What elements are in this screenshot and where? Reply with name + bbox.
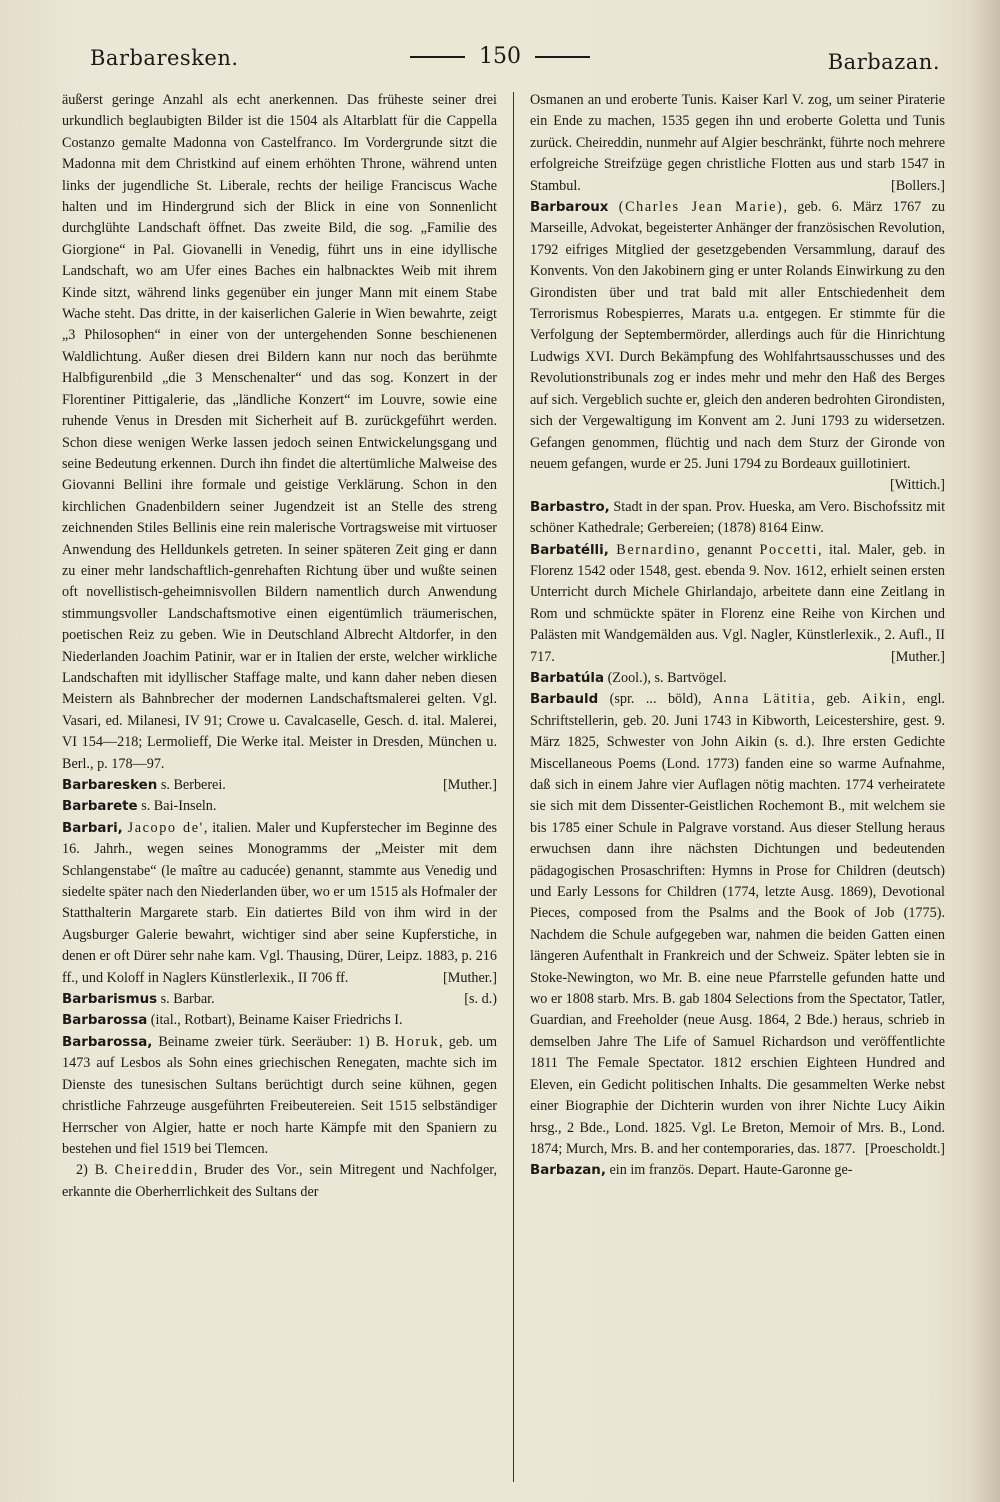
entry-keyword: Barbaresken [62, 778, 158, 793]
entry-barbari [62, 818, 497, 989]
left-column [62, 90, 497, 1203]
entry-barbaroux [530, 197, 945, 497]
entry-text: 2) B. [76, 1162, 115, 1179]
author-signature: [Bollers.] [891, 177, 945, 194]
entry-keyword: Barbarismus [62, 992, 158, 1008]
entry-barbatelli [530, 540, 945, 668]
entry-barbazan [530, 1160, 945, 1181]
entry-keyword: Barbazan, [530, 1163, 606, 1179]
entry-text-cont: , geb. [811, 691, 862, 708]
entry-text: , genannt [696, 541, 760, 558]
entry-keyword: Barbari, [62, 820, 123, 836]
cheireddin-continuation [530, 90, 945, 197]
person-name: (Charles Jean Marie) [618, 199, 784, 216]
entry-text: s. Barbar. [160, 991, 215, 1008]
entry-barbastro [530, 497, 945, 540]
entry-text: , geb. 6. März 1767 zu Marseille, Advokat, begeisterter Anhänger der französischen Revolution, 1792 eifriges Mitglied der gesetzgebenden Versammlung, darauf des Konvents. Von den Jakobinern ging er unter Rolands Einwirkung zu den Girondisten über und trat bald mit aller Entschiedenheit dem Terrorismus Robespierres, Marats u.a. entgegen. Er stimmte für die Verfolgung der Septembermörder, allerdings auch für die Hinrichtung Ludwigs XVI. Durch Bekämpfung des Wohlfahrtsausschusses und des Revolutionstribunals zog er indes mehr und mehr den Haß des Berges auf sich. Vergeblich suchte er, gleich den anderen bedrohten Girondisten, sich der Vergewaltigung im Konvent am 2. Juni 1793 zu widersetzen. Gefangen genommen, flüchtig und nach dem Sturz der Gironde von neuem gefangen, wurde er 25. Juni 1794 zu Bordeaux guillotiniert. [530, 199, 945, 472]
entry-keyword: Barbarete [62, 799, 138, 815]
person-name: Bernardino [616, 541, 697, 558]
entry-barbarossa-1 [62, 1010, 497, 1031]
entry-keyword: Barbauld [530, 692, 599, 708]
entry-barbauld [530, 689, 945, 1160]
person-name: Horuk [394, 1033, 440, 1050]
page-number-line [60, 44, 940, 69]
entry-keyword: Barbastro, [530, 499, 610, 515]
entry-text: (spr. ... böld), [609, 691, 713, 708]
entry-text-cont: , Bruder des Vor., sein Mitregent und Nachfolger, erkannte die Oberherrlichkeit des Sultans der [62, 1162, 498, 1200]
author-signature: [Proescholdt.] [865, 1140, 945, 1157]
entry-keyword: Barbatélli, [530, 542, 609, 558]
person-name: Poccetti [759, 541, 819, 558]
entry-text: s. Bai-Inseln. [141, 798, 217, 815]
entry-text: s. Berberei. [160, 777, 226, 793]
person-name: Aikin [861, 691, 903, 708]
entry-text: (ital., Rotbart), Beiname Kaiser Friedrichs I. [150, 1012, 403, 1029]
entry-text-cont: , geb. um 1473 auf Lesbos als Sohn eines griechischen Renegaten, machte sich im Dienste des tunesischen Sultans berüchtigt durch seine kühnen, gegen christliche Fahrzeuge ausgeführten Freibeutereien. Seit 1515 selbständiger Herrscher von Algier, hatte er noch harte Kämpfe mit den Spaniern zu bestehen und fiel 1519 bei Tlemcen. [62, 1033, 497, 1157]
entry-barbarossa-2 [62, 1032, 497, 1160]
entry-text: ein im französ. Depart. Haute-Garonne ge- [609, 1162, 853, 1179]
running-head-left: Barbaresken. [90, 46, 239, 70]
column-divider [513, 92, 514, 1482]
entry-barbarossa-cheireddin [62, 1160, 497, 1203]
entry-text-cont: , engl. Schriftstellerin, geb. 20. Juni 1743 in Kibworth, Leicestershire, gest. 9. März 1825, Schwester von John Aikin (s. d.). Ihre ersten Gedichte Miscellaneous Poems (Lond. 1773) fanden eine so warme Aufnahme, daß sich in einem Jahre vier Auflagen nötig machten. 1774 verheiratete sie sich mit dem Dissenter-Geistlichen Rochemont B., mit welchem sie bis 1785 einer Schule in Palgrave vorstand. Aus dieser Stellung heraus erwuchsen dann ihre nächsten Dichtungen und bedeutenden pädagogischen Prosaschriften: Hymns in Prose for Children (deutsch) und Early Lessons for Children (1774, letzte Ausg. 1869), Devotional Pieces, composed from the Psalms and the Book of Job (1775). Nachdem die Schule aufgegeben war, nahmen die beiden Gatten einen längeren Aufenthalt in Frankreich und der Schweiz. Später lebten sie in Stoke-Newington, wo Mr. B. eine neue Pfarrstelle gefunden hatte und wo er 1808 starb. Mrs. B. gab 1804 Selections from the Spectator, Tatler, Guardian, and Freeholder (neue Ausg. 1864, 2 Bde.) heraus, schrieb in demselben Jahre The Life of Samuel Richardson und veröffentlichte 1811 The Female Spectator. 1812 erschien Eighteen Hundred and Eleven, ein Gedicht politischen Inhalts. Die gesammelten Werke nebst einer Biographie der Dichterin wurden von ihrer Nichte Lucy Aikin hrsg., 2 Bde., Lond. 1825. Vgl. Le Breton, Memoir of Mrs. B., Lond. 1874; Murch, Mrs. B. and her contemporaries, das. 1877. [530, 691, 945, 1157]
person-name: Cheireddin [114, 1162, 194, 1179]
author-signature: [Muther.] [443, 777, 497, 793]
right-column [530, 90, 945, 1182]
entry-barbarismus [62, 989, 497, 1010]
entry-text: Osmanen an und eroberte Tunis. Kaiser Karl V. zog, um seiner Piraterie ein Ende zu machen, 1535 gegen ihn und eroberte Goletta und Tunis zurück. Cheireddin, nunmehr auf Algier beschränkt, führte noch mehrere erfolgreiche Streifzüge gegen christliche Flotten aus und starb 1547 in Stambul. [530, 92, 945, 194]
author-signature: [Muther.] [443, 969, 497, 986]
entry-barbaresken [62, 775, 497, 796]
page-header [60, 40, 940, 80]
entry-keyword: Barbaroux [530, 200, 609, 216]
person-name: Anna Lätitia [712, 691, 812, 708]
entry-keyword: Barbarossa, [62, 1034, 153, 1050]
entry-text: Stadt in der span. Prov. Hueska, am Vero. Bischofssitz mit schöner Kathedrale; Gerbereien; (1878) 8164 Einw. [530, 498, 946, 537]
person-name: Jacopo de' [127, 819, 204, 836]
author-signature: [Wittich.] [890, 477, 945, 494]
entry-text: Beiname zweier türk. Seeräuber: 1) B. [158, 1033, 395, 1050]
author-signature: [s. d.) [464, 991, 497, 1008]
author-signature: [Muther.] [891, 648, 945, 665]
entry-text-cont: , ital. Maler, geb. in Florenz 1542 oder 1548, gest. ebenda 9. Nov. 1612, erhielt seinen ersten Unterricht durch Michele Ghirlandajo, arbeitete dann eine Zeitlang in Rom und schmückte später in Florenz eine Reihe von Kirchen und Palästen mit Wandgemälden aus. Vgl. Nagler, Künstlerlexik., 2. Aufl., II 717. [530, 541, 946, 665]
dash-rule-right [535, 56, 590, 58]
entry-keyword: Barbarossa [62, 1013, 148, 1029]
page-edge-shadow [970, 0, 1000, 1502]
entry-keyword: Barbatúla [530, 670, 605, 686]
entry-text: (Zool.), s. Bartvögel. [607, 669, 727, 686]
entry-text: , italien. Maler und Kupferstecher im Beginne des 16. Jahrh., wegen seines Monogramms der „Meister mit dem Schlangenstabe“ (le maître au caducée) genannt, stammte aus Venedig und siedelte später nach den Niederlanden über, wo er um 1515 als Hofmaler der Statthalterin Margarete starb. Ein datiertes Bild von ihm wird in der Augsburger Galerie bewahrt, wichtiger sind aber seine Kupferstiche, in denen er oft Dürer sehr nahe kam. Vgl. Thausing, Dürer, Leipz. 1883, p. 216 ff., und Koloff in Naglers Künstlerlexik., II 706 ff. [62, 819, 498, 986]
dash-rule-left [410, 56, 465, 58]
page-number: 150 [479, 44, 521, 69]
running-head-right: Barbazan. [827, 50, 940, 74]
entry-barbatula [530, 668, 945, 689]
entry-barbarete [62, 796, 497, 817]
giorgione-continuation: äußerst geringe Anzahl als echt anerkennen. Das früheste seiner drei urkundlich beglaubigten Bilder ist die 1504 als Altarblatt für die Cappella Costanzo gemalte Madonna von Castelfranco. Im Vordergrunde sitzt die Madonna mit dem Christkind auf einem erhöhten Throne, während unten links der jugendliche St. Liberale, rechts der heilige Franciscus Wache halten und im Hindergrund sich der Blick in eine von Sonnenlicht durchglühte Landschaft öffnet. Das zweite Bild, die sog. „Familie des Giorgione“ in Pal. Giovanelli in Venedig, führt uns in eine idyllische Landschaft, wo am Ufer eines Baches ein halbnacktes Weib mit ihrem Kinde sitzt, während links gegenüber ein junger Mann mit einem Stabe Wache steht. Das dritte, in der kaiserlichen Galerie in Wien bewahrte, zeigt „3 Philosophen“ in einer von der untergehenden Sonne beschienenen Waldlichtung. Außer diesen drei Bildern kann nur noch das berühmte Halbfigurenbild „die 3 Menschenalter“ und das sog. Konzert in der Florentiner Pittigalerie, das „ländliche Konzert“ im Louvre, sowie eine ruhende Venus in Dresden mit Sicherheit auf B. zurückgeführt werden. Schon diese wenigen Werke lassen jedoch seinen Entwickelungsgang und seine Bedeutung erkennen. Durch ihn findet die altertümliche Malweise des Giovanni Bellini ihre formale und geistige Verklärung. Schon in den kirchlichen Gnadenbildern seiner Jugendzeit ist an Stelle des streng zeichnenden Stiles Bellinis eine rein malerische Vortragsweise mit virtuoser Anwendung des Helldunkels getreten. In seiner späteren Zeit ging er dann zu einer mehr landschaftlich-genrehaften Richtung über und wußte seinen oft novellistisch-geheimnisvollen Bildern namentlich durch Anwendung stimmungsvoller Landschaftsmotive einen eigentümlich träumerischen, poetischen Reiz zu geben. Wie in Deutschland Albrecht Altdorfer, in den Niederlanden Joachim Patinir, war er in Italien der erste, welcher wirkliche Landschaften mit idyllischer Staffage malte, und kann daher neben diesen Meistern als Bahnbrecher der modernen Landschaftsmalerei gelten. Vgl. Vasari, ed. Milanesi, IV 91; Crowe u. Cavalcaselle, Gesch. d. ital. Malerei, VI 154—218; Lermolieff, Die Werke ital. Meister in Dresden, München u. Berl., p. 178—97. [62, 92, 497, 772]
